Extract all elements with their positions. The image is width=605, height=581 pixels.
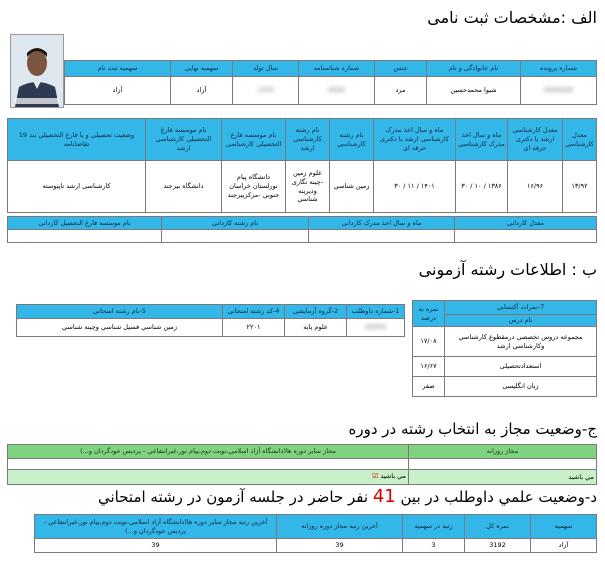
edu-status: کارشناسی ارشد ناپیوسته	[8, 161, 146, 213]
scores-header-lesson: نام درس	[445, 315, 597, 327]
allowed-header-other: مجاز سایر دوره ها(دانشگاه آزاد اسلامی،نوبت دوم،پيام نور،غيرانتفاعي - پرديس خودگردان و...)	[8, 445, 409, 459]
exam-header-major-name: 5-نام رشته امتحانی	[17, 305, 223, 319]
scores-header-percent: نمره به درصد	[413, 301, 445, 327]
standing-quota: آزاد	[531, 539, 597, 553]
reg-final-quota: آزاد	[171, 77, 233, 105]
reg-id-no: 0000	[299, 77, 375, 105]
registration-table	[64, 60, 597, 105]
allowed-header-daily: مجاز روزانه	[409, 445, 597, 459]
standing-last-other: 39	[35, 539, 277, 553]
score-lesson-name: استعدادتحصیلی	[445, 357, 597, 377]
standing-header-rank: رتبه در سهمیه	[403, 515, 465, 539]
standing-table	[34, 514, 597, 553]
edu-bsc-date: ۱۳۸۶ / ۱۰ / ۳۰	[456, 161, 508, 213]
edu-header-bsc-date: ماه و سال اخذ مدرک کارشناسی	[456, 119, 508, 161]
allowed-other-status-text: مي باشيد	[380, 472, 406, 481]
scores-header-title: 7-نمرات آکتسابی	[445, 301, 597, 315]
reg-header-file-no: شماره پرونده	[521, 61, 597, 77]
score-lesson-name: زبان انگلیسی	[445, 377, 597, 397]
standing-total: 3192	[465, 539, 531, 553]
standing-header-quota: سهمیه	[531, 515, 597, 539]
edu-bsc-uni: دانشگاه پيام نورلستان خراسان جنوبي -مرکزبيرجند	[222, 161, 286, 213]
assoc-header-major: نام رشته کاردانی	[162, 217, 309, 230]
reg-header-gender: جنس	[375, 61, 427, 77]
exam-major-table	[16, 304, 405, 337]
allowed-table	[7, 444, 597, 485]
edu-header-bsc-gpa: معدل کارشناسی	[563, 119, 597, 161]
edu-header-msc-uni: نام موسسه فارغ التحصیلی کارشناسی ارشد	[146, 119, 222, 161]
section-d-title	[98, 486, 597, 507]
edu-bsc-gpa: ۱۳/۹۲	[563, 161, 597, 213]
allowed-other-status	[8, 470, 409, 485]
reg-header-register-quota: سهمیه ثبت نام	[65, 61, 171, 77]
exam-group: علوم پایه	[285, 319, 347, 337]
edu-bsc-major: زمین شناسي	[330, 161, 374, 213]
scores-table	[412, 300, 597, 397]
reg-file-no: 0000000	[521, 77, 597, 105]
score-lesson-name: مجموعه دروس تخصصی درمقطوع کارشناسي وكارشناسي ارشد	[445, 327, 597, 357]
check-icon: ☑	[372, 472, 379, 481]
edu-header-msc-date: ماه و سال اخذ مدرک کارشناسی ارشد یا دکتری حرفه ای	[374, 119, 456, 161]
edu-header-msc-major: نام رشته کارشناسی ارشد	[286, 119, 330, 161]
allowed-daily-status: مي باشيد	[409, 470, 597, 485]
edu-msc-date: ۱۴۰۱ / ۱۱ / ۳۰	[374, 161, 456, 213]
edu-header-status: وضعیت تحصیلی و یا فارغ التحصیلی بند 19 تقاضانامه	[8, 119, 146, 161]
standing-header-total: نمره کل	[465, 515, 531, 539]
assoc-header-uni: نام موسسه فارغ التحصیل کاردانی	[8, 217, 162, 230]
section-b-title: ب : اطلاعات رشته آزمونی	[418, 260, 597, 279]
exam-major-code: ۲۲۰۱	[223, 319, 285, 337]
section-d-title-pre: د-وضعیت علمي داوطلب در بين	[400, 488, 597, 506]
section-a-title: الف :مشخصات ثبت نامی	[427, 8, 597, 27]
reg-header-final-quota: سهمیه نهایی	[171, 61, 233, 77]
exam-header-candidate-no: 1-شماره داوطلب	[347, 305, 405, 319]
edu-header-bsc-uni: نام موسسه فارغ التحصیلی کارشناسی	[222, 119, 286, 161]
edu-header-msc-gpa: معدل کارشناسی ارشد یا دکتری حرفه ای	[508, 119, 563, 161]
standing-header-last-other: آخرین رتبه مجاز سایر دوره ها(دانشگاه آزاد اسلامی،نوبت دوم،پيام نور،غيرانتفاعي - پرديس خودگردان و...)	[35, 515, 277, 539]
assoc-uni	[8, 230, 162, 243]
education-table	[7, 118, 597, 213]
edu-header-bsc-major: نام رشته کارشناسی	[330, 119, 374, 161]
exam-header-major-code: 4-کد رشته امتحانی	[223, 305, 285, 319]
standing-last-daily: 39	[277, 539, 403, 553]
assoc-date	[309, 230, 455, 243]
standing-rank: 3	[403, 539, 465, 553]
reg-birth-year: 1370	[233, 77, 299, 105]
person-photo-icon	[10, 34, 64, 108]
reg-register-quota: آزاد	[65, 77, 171, 105]
reg-name: شیوا محمدحسین	[427, 77, 521, 105]
allowed-daily-value	[409, 459, 597, 470]
score-value: ۱۷/۰۸	[413, 327, 445, 357]
exam-header-group: 2-گروه آزمایشی	[285, 305, 347, 319]
assoc-major	[162, 230, 309, 243]
exam-candidate-no: 00000	[347, 319, 405, 337]
reg-header-id-no: شماره شناسنامه	[299, 61, 375, 77]
reg-header-name: نام خانوادگی و نام	[427, 61, 521, 77]
section-d-title-post: نفر حاضر در جلسه آزمون در رشته امتحاني	[98, 488, 369, 506]
assoc-header-date: ماه و سال اخذ مدرک کاردانی	[309, 217, 455, 230]
assoc-header-gpa: معدل کاردانی	[455, 217, 597, 230]
edu-msc-major: علوم زمین -چینه نگاری وديرينه شناسي	[286, 161, 330, 213]
section-c-title: ج-وضعیت مجاز به انتخاب رشته در دوره	[348, 420, 597, 438]
standing-header-last-daily: آخرین رتبه مجاز دوره روزانه	[277, 515, 403, 539]
score-value: صفر	[413, 377, 445, 397]
assoc-gpa	[455, 230, 597, 243]
associate-table	[7, 216, 597, 243]
edu-msc-uni: دانشگاه بيرجند	[146, 161, 222, 213]
allowed-other-value	[8, 459, 409, 470]
reg-gender: مرد	[375, 77, 427, 105]
score-value: ۱۶/۶۷	[413, 357, 445, 377]
edu-msc-gpa: ۱۶/۹۶	[508, 161, 563, 213]
section-d-title-count: 41	[372, 486, 396, 507]
exam-major-name: زمین شناسي فسيل شناسي وچينه شناسي	[17, 319, 223, 337]
reg-header-birth-year: سال تولد	[233, 61, 299, 77]
